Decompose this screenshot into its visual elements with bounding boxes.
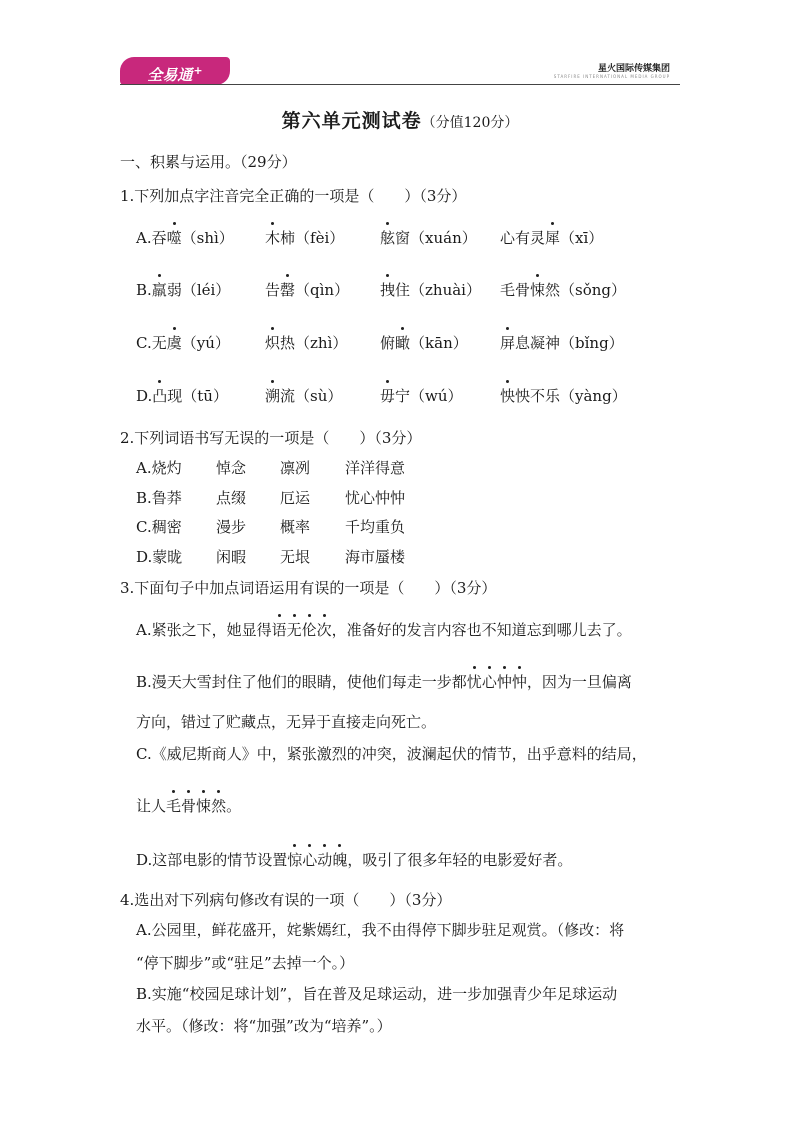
question-3-option-b-line-2: 方向，错过了贮藏点，无异于直接走向死亡。 [136, 713, 437, 731]
brand-logo [120, 57, 230, 85]
dotted-character: 语 [271, 621, 287, 639]
dotted-character: 惊 [287, 851, 303, 869]
header-divider [120, 84, 680, 85]
publisher-subtitle: STARFIRE INTERNATIONAL MEDIA GROUP [553, 74, 670, 79]
option-text: （yú） [181, 334, 230, 352]
option-text: 俯 [380, 334, 396, 352]
question-2-option-word: 漫步 [216, 518, 247, 536]
dotted-character: 然 [211, 797, 227, 815]
dotted-character: 动 [317, 851, 333, 869]
dotted-character: 次 [316, 621, 332, 639]
option-text: （xī） [560, 229, 604, 247]
option-b-dotted-phrase [467, 673, 527, 691]
dotted-character: 骨 [181, 797, 197, 815]
question-4-option-b: B.实施“校园足球计划”，旨在普及足球运动，进一步加强青少年足球运动 [136, 985, 618, 1003]
option-text: 然（sǒng） [545, 281, 627, 299]
option-text: C. [136, 334, 152, 352]
question-2-option-word: 闲暇 [216, 548, 247, 566]
question-4-option-a-line-2: “停下脚步”或“驻足”去掉一个。） [136, 954, 355, 972]
option-c-text: 让人 [136, 797, 167, 815]
question-1-stem: 1.下列加点字注音完全正确的一项是（ ）（3分） [120, 187, 467, 205]
question-4-stem: 4.选出对下列病句修改有误的一项（ ）（3分） [120, 891, 452, 909]
dotted-character: 忡 [511, 673, 527, 691]
question-1-option-item [500, 228, 603, 248]
question-1-option-item [380, 333, 468, 353]
option-text: 心有灵 [500, 229, 546, 247]
dotted-character: 心 [481, 673, 497, 691]
question-2-option-word: 千均重负 [345, 518, 406, 536]
question-2-option-word: 悼念 [216, 459, 247, 477]
title-main: 第六单元测试卷 [281, 110, 422, 132]
question-3-stem: 3.下面句子中加点词语运用有误的一项是（ ）（3分） [120, 579, 497, 597]
publisher-block [554, 61, 670, 79]
dotted-character: 羸 [151, 281, 167, 299]
question-1-option-item [380, 280, 481, 300]
question-1-option-item [136, 386, 228, 406]
option-text: 现（tū） [167, 387, 228, 405]
option-text: 流（sù） [280, 387, 343, 405]
dotted-character: 屏 [500, 334, 516, 352]
option-a-dotted-phrase [272, 621, 332, 639]
option-text: 柿（fèi） [280, 229, 345, 247]
option-text: （shì） [181, 229, 234, 247]
option-text: 弱（léi） [166, 281, 231, 299]
option-d-dotted-phrase [287, 851, 347, 869]
question-1-option-item [265, 386, 342, 406]
question-1-option-item [380, 386, 463, 406]
dotted-character: 怏 [500, 387, 516, 405]
question-1-option-item [500, 386, 627, 406]
option-text: 热（zhì） [280, 334, 348, 352]
dotted-character: 忡 [496, 673, 512, 691]
dotted-character: 凸 [152, 387, 168, 405]
option-c-text-end: 。 [226, 797, 242, 815]
question-1-option-item [380, 228, 477, 248]
dotted-character: 瞰 [395, 334, 411, 352]
option-text: （kān） [410, 334, 468, 352]
question-1-option-item [500, 280, 626, 300]
question-2-option-word: 洋洋得意 [345, 459, 406, 477]
option-text: 吞 [151, 229, 167, 247]
question-2-option-word: 无垠 [280, 548, 311, 566]
option-c-dotted-phrase [166, 797, 226, 815]
question-3-option-a [136, 620, 632, 640]
question-3-option-b [136, 672, 632, 692]
dotted-character: 无 [286, 621, 302, 639]
question-1-option-item [500, 333, 624, 353]
question-2-option-word: 厄运 [280, 489, 311, 507]
question-2-option-word: A.烧灼 [136, 459, 182, 477]
question-4-option-a: A.公园里，鲜花盛开，姹紫嫣红，我不由得停下脚步驻足观赏。（修改：将 [136, 921, 625, 939]
option-d-text: D.这部电影的情节设置 [136, 851, 288, 869]
dotted-character: 木 [265, 229, 281, 247]
option-text: A. [136, 229, 152, 247]
question-1-option-item [136, 333, 230, 353]
option-d-text-end: ，吸引了很多年轻的电影爱好者。 [347, 851, 573, 869]
dotted-character: 悚 [530, 281, 546, 299]
question-2-option-word: D.蒙昽 [136, 548, 183, 566]
option-text: 无 [151, 334, 167, 352]
dotted-character: 虞 [166, 334, 182, 352]
dotted-character: 拽 [380, 281, 396, 299]
option-text: 窗（xuán） [395, 229, 477, 247]
question-1-option-item [265, 228, 344, 248]
question-3-option-d [136, 850, 572, 870]
logo-plus: + [193, 64, 203, 77]
option-text: 告 [265, 281, 281, 299]
dotted-character: 悚 [196, 797, 212, 815]
logo-text: 全易通 [147, 66, 193, 84]
option-b-text: B.漫天大雪封住了他们的眼睛，使他们每走一步都 [136, 673, 467, 691]
question-2-option-word: 概率 [280, 518, 311, 536]
question-2-option-word: B.鲁莽 [136, 489, 182, 507]
title-score-note: （分值120分） [421, 115, 519, 131]
question-1-option-item [265, 280, 349, 300]
publisher-name: 星火国际传媒集团 [597, 64, 670, 74]
question-3-option-c: C.《威尼斯商人》中，紧张激烈的冲突，波澜起伏的情节，出乎意料的结局， [136, 745, 647, 763]
dotted-character: 毋 [380, 387, 396, 405]
question-2-option-word: 点缀 [216, 489, 247, 507]
option-text: 毛骨 [500, 281, 531, 299]
option-text: 宁（wú） [395, 387, 463, 405]
page-header [0, 0, 800, 100]
dotted-character: 心 [302, 851, 318, 869]
dotted-character: 忧 [466, 673, 482, 691]
dotted-character: 溯 [265, 387, 281, 405]
dotted-character: 伦 [301, 621, 317, 639]
question-3-option-c-line-2 [136, 796, 241, 816]
dotted-character: 舷 [380, 229, 396, 247]
dotted-character: 魄 [332, 851, 348, 869]
question-4-option-b-line-2: 水平。（修改：将“加强”改为“培养”。） [136, 1017, 392, 1035]
section-heading: 一、积累与运用。（29分） [120, 153, 297, 171]
dotted-character: 毛 [166, 797, 182, 815]
page-title [0, 106, 800, 133]
option-text: 住（zhuài） [395, 281, 481, 299]
option-text: （qìn） [295, 281, 350, 299]
question-2-option-word: 凛冽 [280, 459, 311, 477]
option-text: D. [136, 387, 153, 405]
question-2-stem: 2.下列词语书写无误的一项是（ ）（3分） [120, 429, 422, 447]
option-a-text: A.紧张之下，她显得 [136, 621, 272, 639]
question-1-option-item [265, 333, 347, 353]
dotted-character: 噬 [166, 229, 182, 247]
question-2-option-word: C.稠密 [136, 518, 182, 536]
dotted-character: 炽 [265, 334, 281, 352]
option-text: B. [136, 281, 152, 299]
question-1-option-item [136, 280, 230, 300]
option-b-text-end: ，因为一旦偏离 [526, 673, 632, 691]
option-text: 怏不乐（yàng） [515, 387, 627, 405]
question-1-option-item [136, 228, 234, 248]
question-2-option-word: 忧心忡忡 [345, 489, 406, 507]
option-a-text-end: ，准备好的发言内容也不知道忘到哪儿去了。 [331, 621, 632, 639]
dotted-character: 罄 [280, 281, 296, 299]
option-text: 息凝神（bǐng） [515, 334, 624, 352]
dotted-character: 犀 [545, 229, 561, 247]
question-2-option-word: 海市蜃楼 [345, 548, 406, 566]
